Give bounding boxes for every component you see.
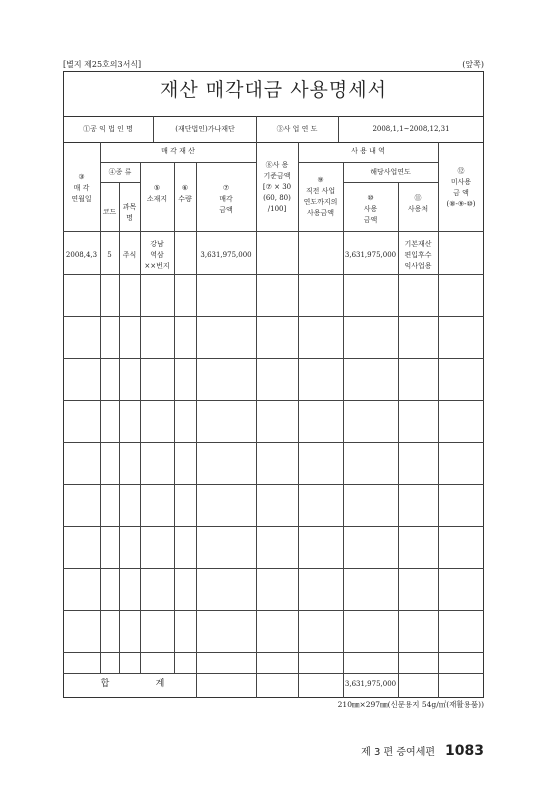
subject-header: 과목 명: [122, 203, 137, 222]
current-year-header: 해당사업연도: [370, 168, 411, 176]
unused-amount-header: ⑫ 미사용 금 액 (⑧-⑨-⑩): [446, 167, 476, 208]
table-row-rule: [63, 652, 484, 653]
info-divider-line: [256, 116, 257, 142]
table-column-rule: [298, 142, 299, 673]
header-rule: [343, 182, 438, 183]
fiscal-year-label: ③사 업 연 도: [276, 125, 318, 133]
page-footer: [361, 740, 484, 759]
table-row-rule: [63, 274, 484, 275]
corp-name-value: (재단법인)가나재단: [175, 125, 235, 133]
fiscal-year-value: 2008,1,1~2008,12,31: [372, 125, 450, 133]
usage-details-header: 사 용 내 역: [351, 147, 385, 155]
table-row-rule: [63, 442, 484, 443]
table-column-rule: [196, 162, 197, 673]
table-column-rule: [438, 142, 439, 673]
row-1-date: 2008,4,3: [65, 251, 98, 259]
row-1-used-amount: 3,631,975,000: [344, 251, 397, 259]
section-label: 제 3 편 증여세편: [361, 747, 436, 758]
total-used-amount: 3,631,975,000: [344, 680, 397, 688]
info-divider-line: [338, 116, 339, 142]
table-column-rule: [256, 142, 257, 673]
table-row-rule: [63, 400, 484, 401]
paper-size-note: 210㎜×297㎜(신문용지 54g/㎡(재활용품)): [337, 700, 484, 709]
header-rule: [298, 162, 438, 163]
row-1-subject: 주식: [122, 251, 137, 259]
total-label-second: 계: [155, 679, 165, 689]
header-bottom-rule: [63, 231, 484, 232]
used-amount-header: ⑩ 사용 금액: [363, 194, 378, 224]
total-label-first: 합: [100, 679, 110, 689]
base-amount-header: ⑧사 용 기준금액 [⑦ × 30 (60, 80) /100]: [262, 161, 292, 213]
total-column-rule: [438, 673, 439, 698]
prev-years-header: ⑨ 직전 사업 연도까지의 사용금액: [303, 176, 338, 217]
table-row-rule: [63, 610, 484, 611]
title-divider: [63, 116, 484, 117]
table-column-rule: [100, 142, 101, 673]
total-column-rule: [256, 673, 257, 698]
corp-name-label: ①공 익 법 인 명: [83, 125, 133, 133]
total-column-rule: [298, 673, 299, 698]
page-side-label: (앞쪽): [462, 60, 484, 69]
code-header: 코드: [102, 208, 117, 216]
page-number: 1083: [445, 742, 484, 759]
header-rule: [100, 182, 140, 183]
table-row-rule: [63, 526, 484, 527]
table-column-rule: [343, 162, 344, 673]
sale-date-header: ③ 매 각 연월일: [71, 173, 92, 203]
info-divider-line: [153, 116, 154, 142]
form-title: 재산 매각대금 사용명세서: [160, 79, 387, 101]
total-column-rule: [196, 673, 197, 698]
info-divider: [63, 142, 484, 143]
sale-amount-header: ⑦ 매각 금액: [219, 184, 233, 214]
location-header: ⑤ 소재지: [146, 184, 168, 203]
table-row-rule: [63, 358, 484, 359]
total-column-rule: [398, 673, 399, 698]
kind-header: ④종 류: [108, 168, 132, 176]
table-row-rule: [63, 316, 484, 317]
sale-property-header: 매 각 재 산: [161, 147, 195, 155]
used-for-header: ⑪ 사용처: [407, 194, 429, 213]
row-1-used-for: 기본재산 편입후수 익사업용: [404, 240, 432, 270]
row-1-code: 5: [107, 251, 112, 259]
annex-label: [별지 제25호의3서식]: [63, 60, 142, 69]
table-row-rule: [63, 484, 484, 485]
table-column-rule: [174, 162, 175, 673]
quantity-header: ⑥ 수량: [178, 184, 192, 203]
table-row-rule: [63, 568, 484, 569]
table-row-rule: [63, 673, 484, 674]
header-rule: [100, 162, 256, 163]
row-1-sale-amount: 3,631,975,000: [200, 251, 252, 259]
row-1-location: 강남 역삼 ××번지: [144, 240, 170, 270]
